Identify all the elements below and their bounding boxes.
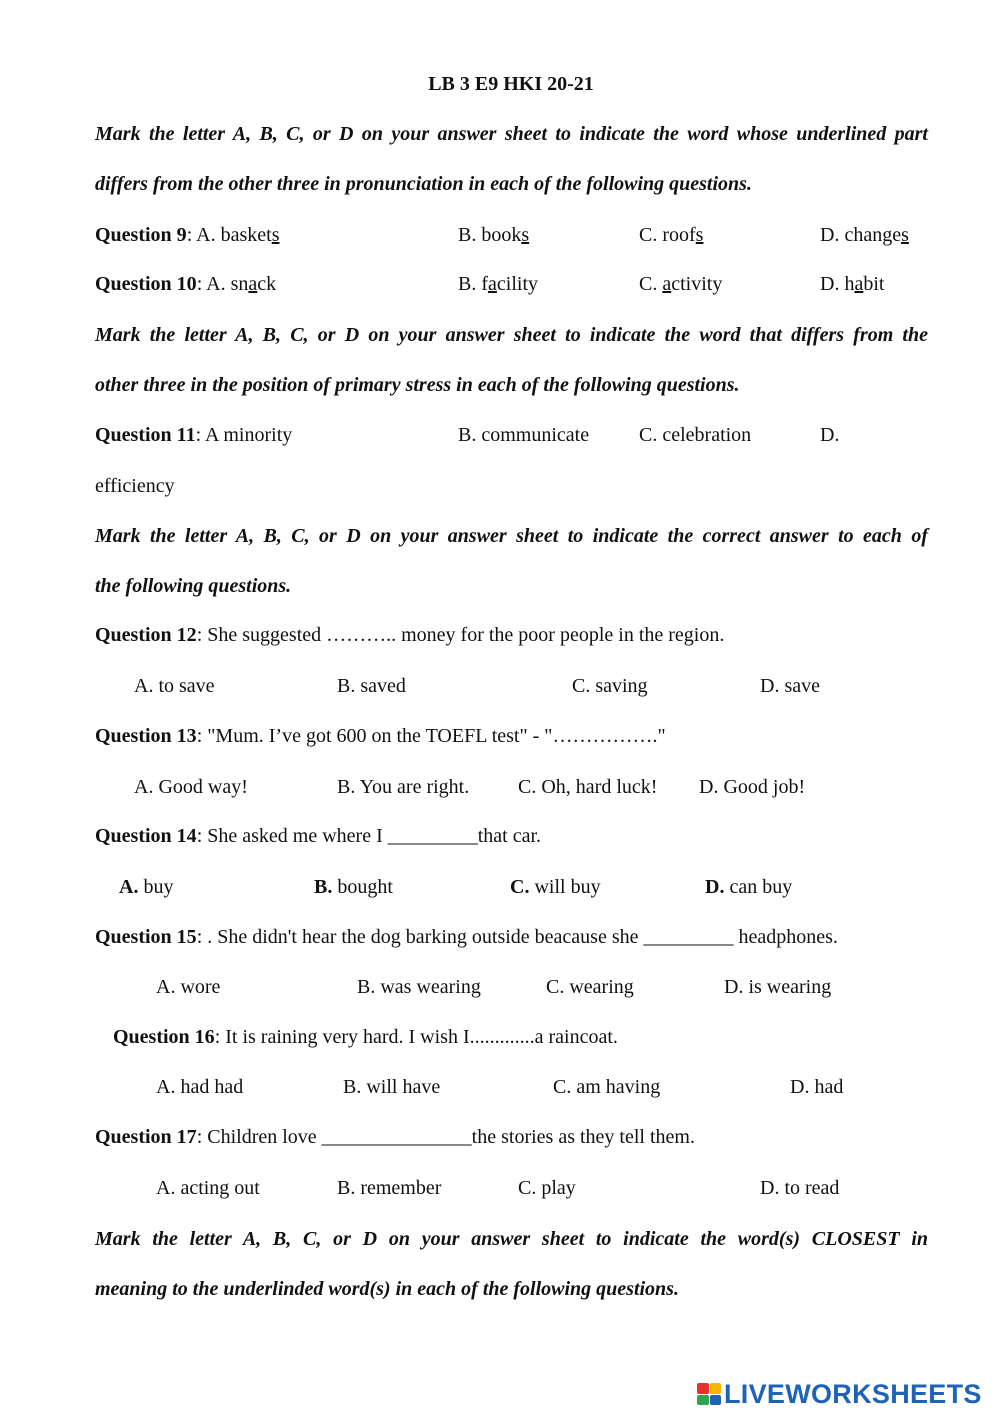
instruction-stress-line1: Mark the letter A, B, C, or D on your answer sheet to indicate the word that differs from the <box>95 324 928 346</box>
q13-option-d[interactable]: D. Good job! <box>699 776 806 798</box>
liveworksheets-logo <box>697 1374 982 1414</box>
question-text: : . She didn't hear the dog barking outside beacause she _________ headphones. <box>196 926 838 948</box>
q12-option-a[interactable]: A. to save <box>134 675 215 697</box>
logo-square <box>710 1395 722 1406</box>
question-text: : It is raining very hard. I wish I.............a raincoat. <box>214 1026 618 1048</box>
q9-option-d[interactable]: D. changes <box>820 224 909 246</box>
page-title: LB 3 E9 HKI 20-21 <box>428 73 594 95</box>
question-text: : Children love _______________the stories as they tell them. <box>196 1126 695 1148</box>
q16-option-d[interactable]: D. had <box>790 1076 844 1098</box>
question-label: Question 14 <box>95 825 197 847</box>
question-13 <box>95 724 666 748</box>
underlined-part: s <box>695 224 704 246</box>
q14-option-a[interactable]: A. buy <box>119 876 174 898</box>
q17-option-a[interactable]: A. acting out <box>156 1177 260 1199</box>
logo-text: LIVEWORKSHEETS <box>724 1378 982 1409</box>
question-label: Question 15 <box>95 926 197 948</box>
q13-option-b[interactable]: B. You are right. <box>337 776 470 798</box>
instruction-closest-line1: Mark the letter A, B, C, or D on your answer sheet to indicate the word(s) CLOSEST in <box>95 1228 928 1250</box>
underlined-part: a <box>854 273 864 295</box>
question-11 <box>95 423 292 447</box>
q15-option-c[interactable]: C. wearing <box>546 976 634 998</box>
q9-option-b[interactable]: B. books <box>458 224 530 246</box>
instruction-stress-line2: other three in the position of primary stress in each of the following questions. <box>95 374 740 396</box>
option-a-text: : A. basket <box>186 224 272 246</box>
question-label: Question 11 <box>95 424 196 446</box>
instruction-closest-line2: meaning to the underlinded word(s) in each of the following questions. <box>95 1278 679 1300</box>
question-label: Question 10 <box>95 273 197 295</box>
underlined-part: s <box>901 224 909 246</box>
q12-option-d[interactable]: D. save <box>760 675 820 697</box>
q17-option-d[interactable]: D. to read <box>760 1177 840 1199</box>
question-9 <box>95 223 279 247</box>
instruction-pronunciation-line2: differs from the other three in pronunciation in each of the following questions. <box>95 173 752 195</box>
underlined-part: s <box>271 224 280 246</box>
logo-mark-icon <box>697 1383 721 1405</box>
question-text: : "Mum. I’ve got 600 on the TOEFL test" - "……………." <box>196 725 666 747</box>
q13-option-a[interactable]: A. Good way! <box>134 776 248 798</box>
q14-option-d[interactable]: D. can buy <box>705 876 793 898</box>
q12-option-c[interactable]: C. saving <box>572 675 648 697</box>
q14-option-b[interactable]: B. bought <box>314 876 393 898</box>
q12-option-b[interactable]: B. saved <box>337 675 406 697</box>
question-17 <box>95 1125 695 1149</box>
q15-option-d[interactable]: D. is wearing <box>724 976 832 998</box>
underlined-part: a <box>488 273 497 295</box>
q11-option-c[interactable]: C. celebration <box>639 424 752 446</box>
q11-option-d[interactable]: D. <box>820 424 840 446</box>
q13-option-c[interactable]: C. Oh, hard luck! <box>518 776 658 798</box>
q14-option-c[interactable]: C. will buy <box>510 876 601 898</box>
q16-option-a[interactable]: A. had had <box>156 1076 244 1098</box>
q10-option-c[interactable]: C. activity <box>639 273 723 295</box>
instruction-correct-line2: the following questions. <box>95 575 292 597</box>
q15-option-a[interactable]: A. wore <box>156 976 221 998</box>
q11-option-d-text: efficiency <box>95 475 175 497</box>
logo-square <box>697 1395 709 1406</box>
q11-option-b[interactable]: B. communicate <box>458 424 590 446</box>
logo-square <box>710 1383 722 1394</box>
q10-option-b[interactable]: B. facility <box>458 273 538 295</box>
question-10: Question 10: A. snack <box>95 273 277 295</box>
question-14 <box>95 824 541 848</box>
instruction-pronunciation-line1: Mark the letter A, B, C, or D on your answer sheet to indicate the word whose underlined part <box>95 123 928 145</box>
underlined-part: s <box>521 224 530 246</box>
q17-option-c[interactable]: C. play <box>518 1177 576 1199</box>
logo-square <box>697 1383 709 1394</box>
question-12 <box>95 623 724 647</box>
q15-option-b[interactable]: B. was wearing <box>357 976 481 998</box>
underlined-part: a <box>662 273 672 295</box>
q16-option-c[interactable]: C. am having <box>553 1076 661 1098</box>
question-16 <box>113 1025 618 1049</box>
instruction-correct-line1: Mark the letter A, B, C, or D on your answer sheet to indicate the correct answer to each of <box>95 525 928 547</box>
question-text: : She asked me where I _________that car. <box>196 825 542 847</box>
question-label: Question 17 <box>95 1126 197 1148</box>
q16-option-b[interactable]: B. will have <box>343 1076 441 1098</box>
question-15 <box>95 925 838 949</box>
question-label: Question 13 <box>95 725 197 747</box>
q10-option-d[interactable]: D. habit <box>820 273 885 295</box>
question-label: Question 9 <box>95 224 187 246</box>
question-text: : She suggested ……….. money for the poor people in the region. <box>196 624 725 646</box>
q11-option-a[interactable]: : A minority <box>195 424 293 446</box>
q17-option-b[interactable]: B. remember <box>337 1177 442 1199</box>
underlined-part: a <box>248 273 258 295</box>
question-label: Question 12 <box>95 624 197 646</box>
q9-option-c[interactable]: C. roofs <box>639 224 704 246</box>
question-label: Question 16 <box>113 1026 215 1048</box>
